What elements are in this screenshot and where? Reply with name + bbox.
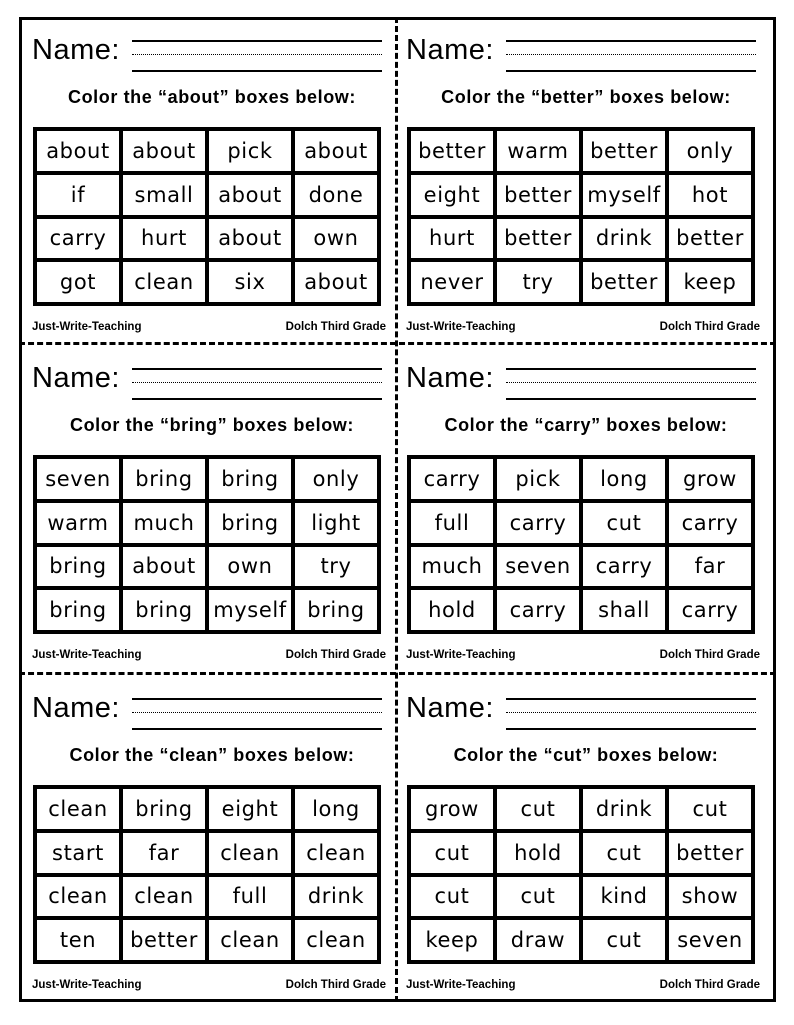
writing-line-top	[132, 368, 382, 370]
writing-line-top	[132, 698, 382, 700]
word-box[interactable]: carry	[669, 503, 751, 543]
name-field[interactable]	[406, 358, 766, 406]
word-box[interactable]: cut	[669, 789, 751, 829]
word-box[interactable]: hold	[411, 590, 493, 630]
word-box[interactable]: eight	[411, 175, 493, 215]
name-label: Name:	[32, 34, 120, 66]
word-box[interactable]: cut	[583, 503, 665, 543]
instruction-text: Color the “better” boxes below:	[441, 87, 731, 107]
word-box[interactable]: seven	[497, 547, 579, 587]
footer-grade: Dolch Third Grade	[285, 979, 386, 991]
word-box[interactable]: shall	[583, 590, 665, 630]
word-box[interactable]: myself	[209, 590, 291, 630]
word-box[interactable]: six	[209, 262, 291, 302]
word-box[interactable]: only	[295, 459, 377, 499]
word-box[interactable]: better	[497, 175, 579, 215]
writing-line-baseline	[132, 70, 382, 72]
word-box[interactable]: long	[295, 789, 377, 829]
word-box[interactable]: about	[295, 131, 377, 171]
word-box[interactable]: bring	[123, 459, 205, 499]
word-box[interactable]: much	[411, 547, 493, 587]
word-box[interactable]: small	[123, 175, 205, 215]
word-box[interactable]: never	[411, 262, 493, 302]
footer-credit: Just-Write-Teaching	[406, 649, 516, 661]
word-box[interactable]: ten	[37, 920, 119, 960]
name-label: Name:	[406, 692, 494, 724]
word-box[interactable]: warm	[497, 131, 579, 171]
footer-grade: Dolch Third Grade	[285, 321, 386, 333]
word-box[interactable]: try	[295, 547, 377, 587]
word-box[interactable]: clean	[123, 262, 205, 302]
word-box[interactable]: clean	[295, 920, 377, 960]
word-box[interactable]: myself	[583, 175, 665, 215]
footer-credit: Just-Write-Teaching	[406, 321, 516, 333]
word-box[interactable]: far	[669, 547, 751, 587]
word-box[interactable]: draw	[497, 920, 579, 960]
word-box[interactable]: cut	[411, 877, 493, 917]
word-box[interactable]: about	[123, 547, 205, 587]
word-box[interactable]: clean	[209, 920, 291, 960]
word-box[interactable]: cut	[497, 877, 579, 917]
word-box[interactable]: bring	[37, 547, 119, 587]
writing-line-midline	[506, 712, 756, 713]
word-box[interactable]: cut	[583, 920, 665, 960]
word-box[interactable]: long	[583, 459, 665, 499]
worksheet-card	[406, 22, 766, 344]
writing-line-midline	[132, 382, 382, 383]
word-box[interactable]: show	[669, 877, 751, 917]
word-box[interactable]: warm	[37, 503, 119, 543]
word-box[interactable]: better	[669, 219, 751, 259]
writing-line-top	[506, 40, 756, 42]
footer-credit: Just-Write-Teaching	[32, 321, 142, 333]
word-box[interactable]: better	[583, 262, 665, 302]
writing-line-baseline	[132, 398, 382, 400]
writing-line-top	[506, 698, 756, 700]
writing-line-baseline	[506, 728, 756, 730]
name-field[interactable]	[32, 30, 392, 78]
word-box[interactable]: hurt	[123, 219, 205, 259]
word-box[interactable]: better	[411, 131, 493, 171]
word-box[interactable]: light	[295, 503, 377, 543]
word-box[interactable]: bring	[37, 590, 119, 630]
word-box[interactable]: kind	[583, 877, 665, 917]
word-box[interactable]: only	[669, 131, 751, 171]
word-box[interactable]: drink	[295, 877, 377, 917]
worksheet-card	[32, 680, 392, 1002]
word-grid	[33, 127, 381, 306]
writing-line-baseline	[506, 398, 756, 400]
footer-grade: Dolch Third Grade	[659, 979, 760, 991]
word-box[interactable]: grow	[411, 789, 493, 829]
word-box[interactable]: better	[669, 833, 751, 873]
word-box[interactable]: drink	[583, 219, 665, 259]
word-grid	[407, 455, 755, 634]
word-box[interactable]: about	[123, 131, 205, 171]
footer-credit: Just-Write-Teaching	[406, 979, 516, 991]
word-box[interactable]: done	[295, 175, 377, 215]
writing-line-top	[506, 368, 756, 370]
word-box[interactable]: cut	[583, 833, 665, 873]
word-box[interactable]: hot	[669, 175, 751, 215]
word-box[interactable]: about	[295, 262, 377, 302]
word-box[interactable]: hurt	[411, 219, 493, 259]
word-box[interactable]: cut	[411, 833, 493, 873]
word-box[interactable]: better	[123, 920, 205, 960]
writing-line-top	[132, 40, 382, 42]
worksheet-card	[406, 680, 766, 1002]
name-field[interactable]	[406, 688, 766, 736]
word-box[interactable]: keep	[669, 262, 751, 302]
word-box[interactable]: carry	[497, 590, 579, 630]
word-box[interactable]: bring	[209, 503, 291, 543]
word-box[interactable]: far	[123, 833, 205, 873]
word-box[interactable]: clean	[209, 833, 291, 873]
word-box[interactable]: own	[209, 547, 291, 587]
word-box[interactable]: carry	[411, 459, 493, 499]
word-box[interactable]: about	[209, 219, 291, 259]
word-box[interactable]: drink	[583, 789, 665, 829]
name-label: Name:	[32, 362, 120, 394]
word-box[interactable]: carry	[669, 590, 751, 630]
word-box[interactable]: pick	[497, 459, 579, 499]
word-box[interactable]: start	[37, 833, 119, 873]
writing-line-midline	[506, 382, 756, 383]
word-box[interactable]: try	[497, 262, 579, 302]
footer-grade: Dolch Third Grade	[659, 321, 760, 333]
writing-line-baseline	[506, 70, 756, 72]
word-grid	[33, 785, 381, 964]
footer-grade: Dolch Third Grade	[285, 649, 386, 661]
word-box[interactable]: full	[209, 877, 291, 917]
word-box[interactable]: clean	[123, 877, 205, 917]
word-box[interactable]: keep	[411, 920, 493, 960]
instruction-text: Color the “carry” boxes below:	[444, 415, 728, 435]
instruction-text: Color the “clean” boxes below:	[69, 745, 355, 765]
word-box[interactable]: about	[209, 175, 291, 215]
word-box[interactable]: better	[497, 219, 579, 259]
word-box[interactable]: cut	[497, 789, 579, 829]
word-box[interactable]: better	[583, 131, 665, 171]
word-box[interactable]: much	[123, 503, 205, 543]
footer-credit: Just-Write-Teaching	[32, 979, 142, 991]
worksheet-card	[32, 350, 392, 672]
name-field[interactable]	[32, 688, 392, 736]
word-box[interactable]: eight	[209, 789, 291, 829]
word-box[interactable]: about	[37, 131, 119, 171]
instruction-text: Color the “bring” boxes below:	[69, 415, 354, 435]
worksheet-card	[32, 22, 392, 344]
word-box[interactable]: own	[295, 219, 377, 259]
word-box[interactable]: clean	[37, 877, 119, 917]
instruction-text: Color the “cut” boxes below:	[453, 745, 719, 765]
word-box[interactable]: got	[37, 262, 119, 302]
word-box[interactable]: carry	[583, 547, 665, 587]
word-box[interactable]: bring	[295, 590, 377, 630]
writing-line-baseline	[132, 728, 382, 730]
word-box[interactable]: bring	[209, 459, 291, 499]
word-box[interactable]: bring	[123, 789, 205, 829]
name-label: Name:	[32, 692, 120, 724]
footer-grade: Dolch Third Grade	[659, 649, 760, 661]
word-box[interactable]: clean	[37, 789, 119, 829]
worksheet-card	[406, 350, 766, 672]
word-box[interactable]: hold	[497, 833, 579, 873]
instruction-text: Color the “about” boxes below:	[67, 87, 356, 107]
writing-line-midline	[132, 712, 382, 713]
word-box[interactable]: bring	[123, 590, 205, 630]
name-field[interactable]	[406, 30, 766, 78]
word-box[interactable]: clean	[295, 833, 377, 873]
vertical-cut-line	[395, 17, 398, 1002]
word-box[interactable]: grow	[669, 459, 751, 499]
word-box[interactable]: seven	[37, 459, 119, 499]
word-grid	[33, 455, 381, 634]
word-grid	[407, 127, 755, 306]
word-box[interactable]: full	[411, 503, 493, 543]
word-box[interactable]: seven	[669, 920, 751, 960]
word-grid	[407, 785, 755, 964]
name-field[interactable]	[32, 358, 392, 406]
footer-credit: Just-Write-Teaching	[32, 649, 142, 661]
writing-line-midline	[506, 54, 756, 55]
word-box[interactable]: pick	[209, 131, 291, 171]
word-box[interactable]: if	[37, 175, 119, 215]
name-label: Name:	[406, 362, 494, 394]
word-box[interactable]: carry	[37, 219, 119, 259]
name-label: Name:	[406, 34, 494, 66]
writing-line-midline	[132, 54, 382, 55]
horizontal-cut-line	[19, 672, 776, 675]
word-box[interactable]: carry	[497, 503, 579, 543]
